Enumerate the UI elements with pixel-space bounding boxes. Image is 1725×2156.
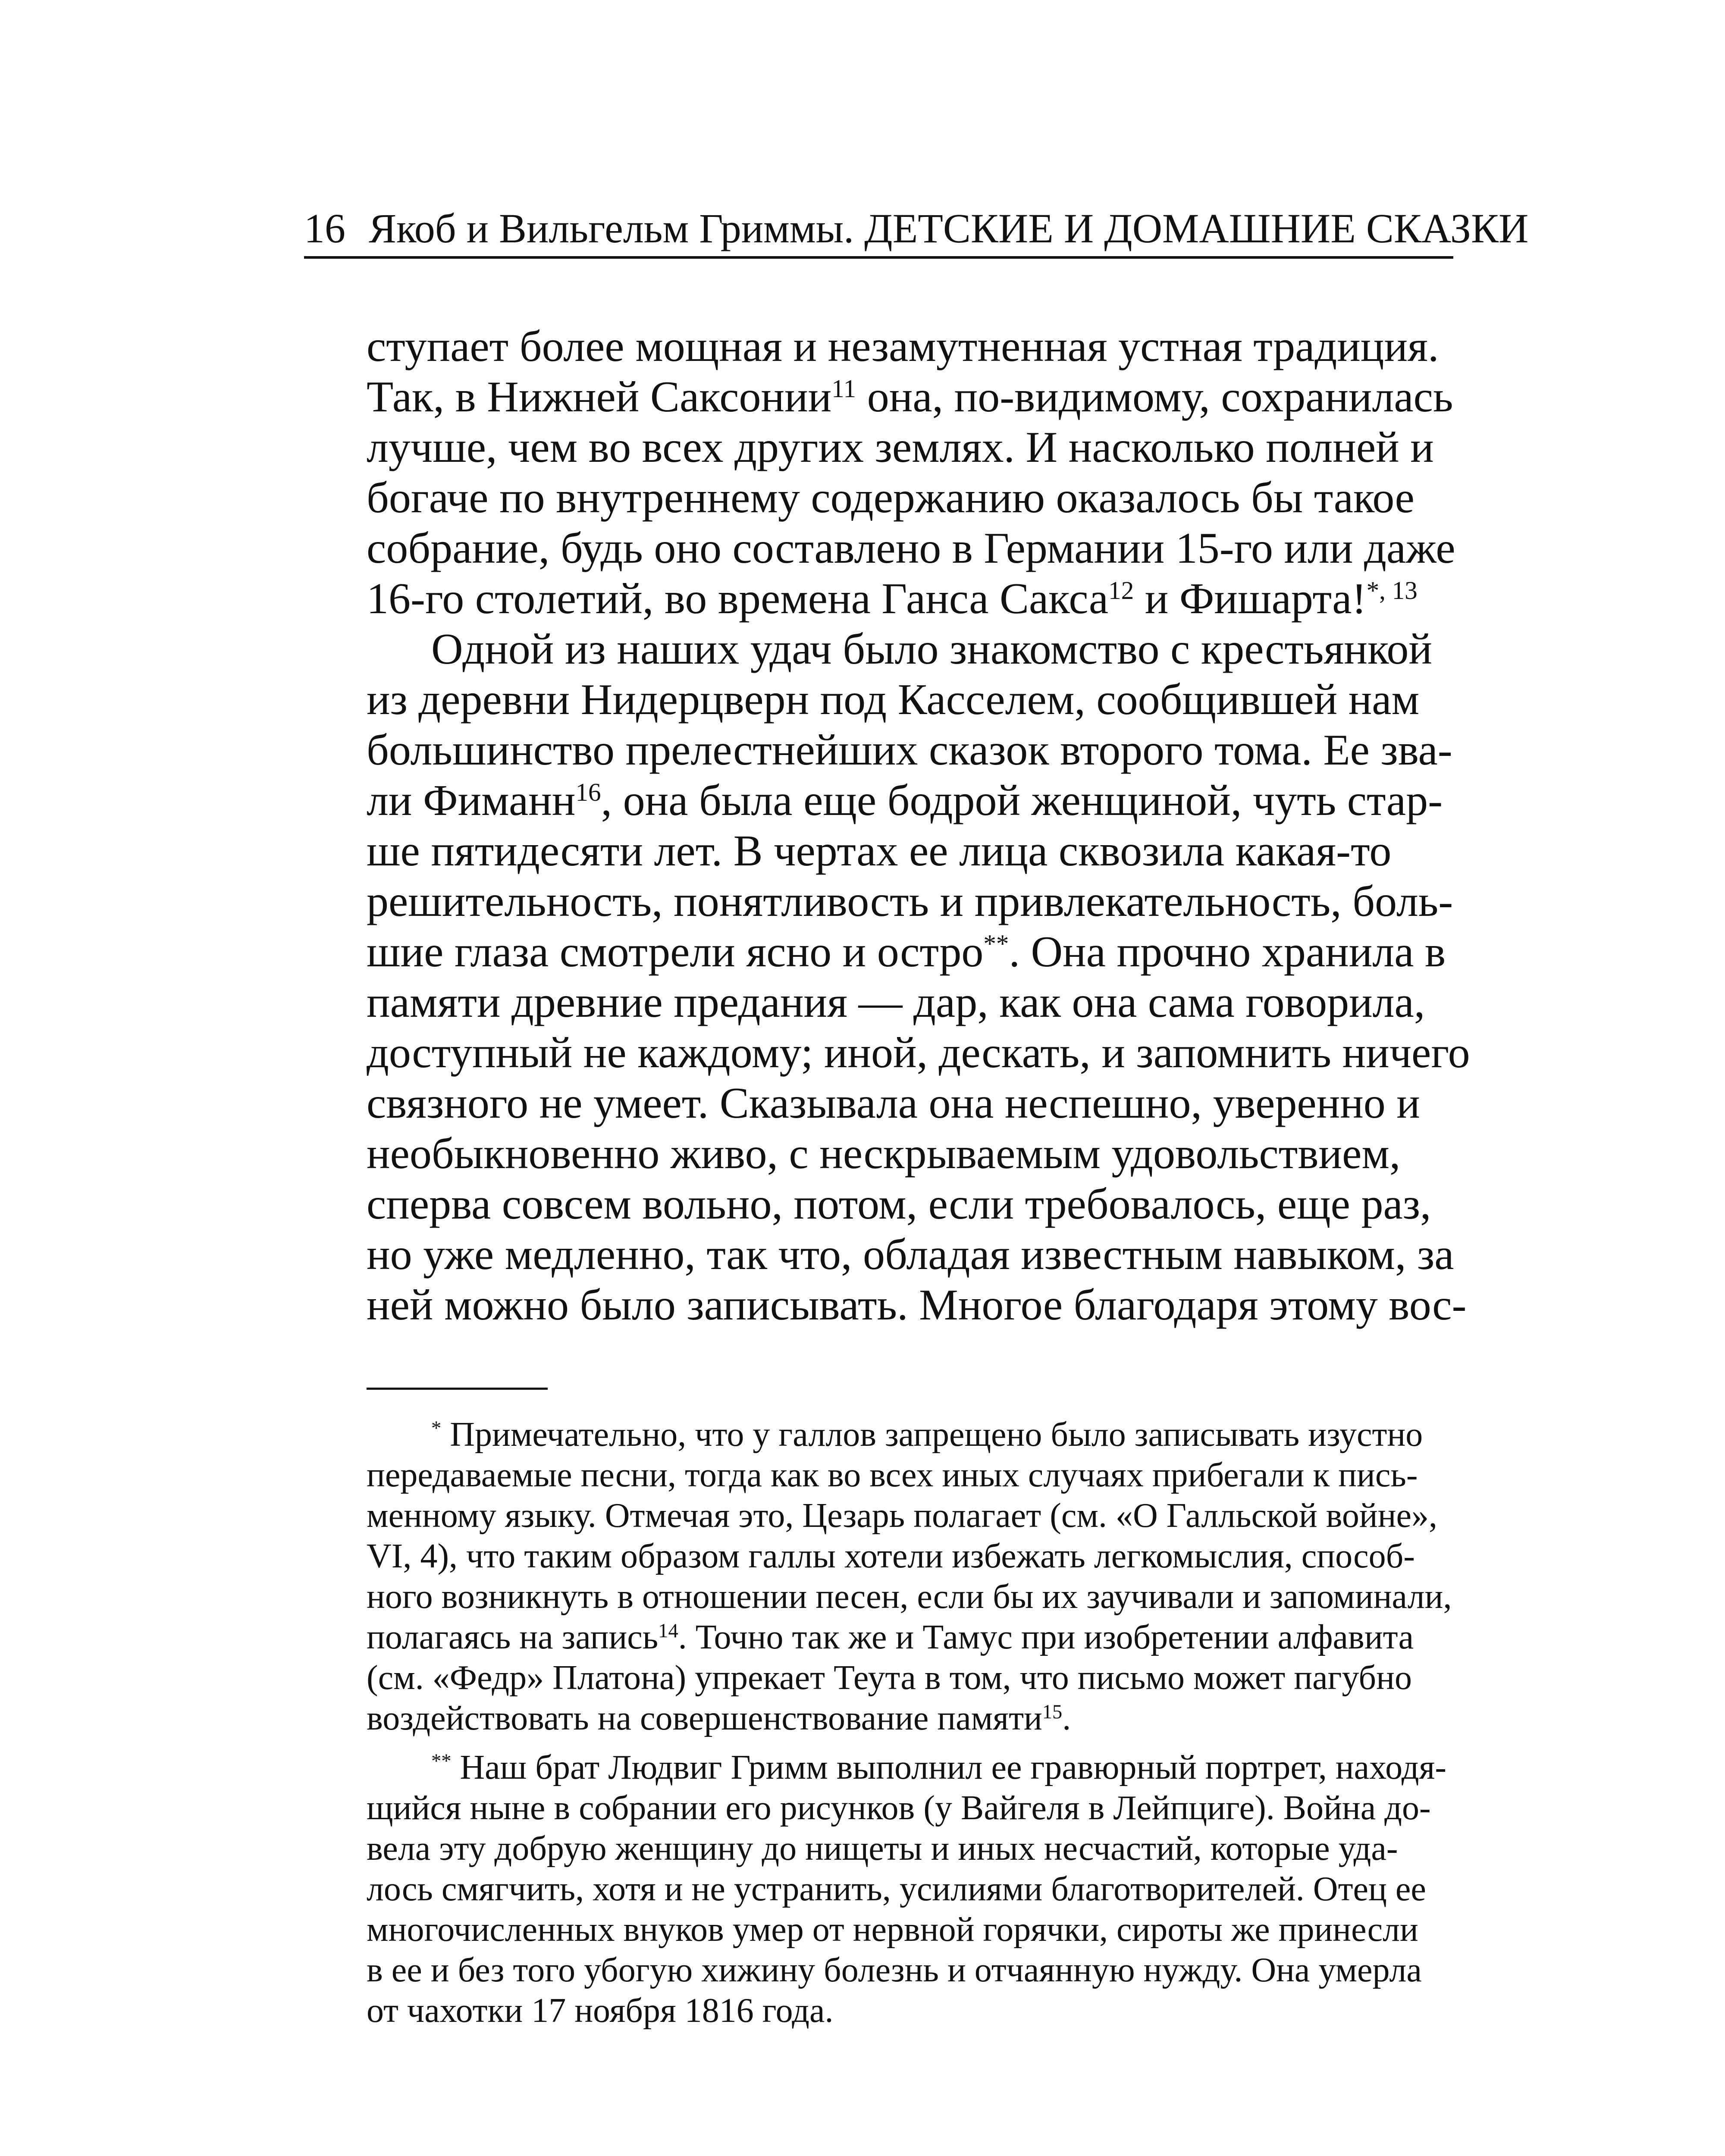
footnote-line: лось смягчить, хотя и не устранить, усилиями благотворителей. Отец ее [367, 1870, 1426, 1908]
footnote-separator [367, 1388, 548, 1390]
footnote-ref: ** [983, 929, 1009, 958]
footnotes [367, 1414, 1452, 2031]
footnote-line: воздействовать на совершенствование памяти$^{15}$. [367, 1699, 1071, 1737]
footnote-line: ного возникнуть в отношении песен, если бы их заучивали и запоминали, [367, 1578, 1452, 1616]
text-line: Так, в Нижней Саксонии$^{11}$ она, по-видимому, сохранилась [367, 373, 1453, 421]
text-line: лучше, чем во всех других землях. И насколько полней и [367, 423, 1434, 472]
text-line: памяти древние предания — дар, как она сама говорила, [367, 978, 1425, 1027]
footnote-line: вела эту добрую женщину до нищеты и иных несчастий, которые уда- [367, 1830, 1398, 1868]
footnote-line: ** Наш брат Людвиг Гримм выполнил ее гравюрный портрет, находя- [431, 1749, 1446, 1786]
header-rule [304, 256, 1453, 259]
footnote-ref: *, 13 [1366, 576, 1418, 605]
footnote-line: (см. «Федр» Платона) упрекает Теута в том, что письмо может пагубно [367, 1659, 1412, 1697]
text-line: 16-го столетий, во времена Ганса Сакса$^{12}$ и Фишарта!$^{*, 13}$ [367, 574, 1418, 623]
text-line: Одной из наших удач было знакомство с крестьянкой [431, 625, 1432, 674]
footnote-line: VI, 4), что таким образом галлы хотели избежать легкомыслия, способ- [367, 1537, 1415, 1575]
text-line: ли Фиманн$^{16}$, она была еще бодрой женщиной, чуть стар- [367, 776, 1443, 825]
footnote-ref: 16 [575, 778, 601, 807]
footnote-ref: 14 [658, 1620, 678, 1642]
text-line: шие глаза смотрели ясно и остро**. Она прочно хранила в [367, 928, 1446, 976]
text-line: сперва совсем вольно, потом, если требовалось, еще раз, [367, 1180, 1431, 1228]
footnote-line: щийся ныне в собрании его рисунков (у Вайгеля в Лейпциге). Война до- [367, 1789, 1431, 1827]
text-line: из деревни Нидерцверн под Касселем, сообщившей нам [367, 675, 1420, 724]
text-line: ше пятидесяти лет. В чертах ее лица сквозила какая-то [367, 827, 1392, 875]
text-line: но уже медленно, так что, обладая известным навыком, за [367, 1230, 1454, 1279]
text-line: ней можно было записывать. Многое благодаря этому вос- [367, 1281, 1467, 1329]
footnote-marker: * [431, 1417, 442, 1440]
text-line: необыкновенно живо, с нескрываемым удовольствием, [367, 1129, 1401, 1178]
text-line: решительность, понятливость и привлекательность, боль- [367, 877, 1453, 926]
footnote-line: от чахотки 17 ноября 1816 года. [367, 1992, 834, 2030]
page-number: 16 [304, 205, 345, 251]
text-line: большинство прелестнейших сказок второго тома. Ее зва- [367, 726, 1452, 774]
text-line: доступный не каждому; иной, дескать, и запомнить ничего [367, 1028, 1470, 1077]
footnote-ref: 15 [1042, 1701, 1063, 1724]
text-line: собрание, будь оно составлено в Германии 15-го или даже [367, 524, 1455, 573]
footnote-marker: ** [431, 1750, 452, 1773]
main-text [367, 321, 1470, 1330]
footnote-line: в ее и без того убогую хижину болезнь и отчаянную нужду. Она умерла [367, 1951, 1422, 1989]
footnote-line: передаваемые песни, тогда как во всех иных случаях прибегали к пись- [367, 1456, 1418, 1494]
footnote-line: менному языку. Отмечая это, Цезарь полагает (см. «О Галльской войне», [367, 1497, 1438, 1535]
footnote-line: полагаясь на запись$^{14}$. Точно так же и Тамус при изобретении алфавита [367, 1618, 1414, 1656]
running-header [304, 196, 1529, 261]
text-line: связного не умеет. Сказывала она неспешно, уверенно и [367, 1079, 1420, 1128]
footnote-gap [367, 1739, 1381, 1747]
footnote-line: * Примечательно, что у галлов запрещено было записывать изустно [431, 1416, 1423, 1454]
footnote-line: многочисленных внуков умер от нервной горячки, сироты же принесли [367, 1911, 1418, 1949]
running-title: Якоб и Вильгельм Гриммы. ДЕТСКИЕ И ДОМАШНИЕ СКАЗКИ [369, 205, 1529, 251]
text-line: богаче по внутреннему содержанию оказалось бы такое [367, 473, 1414, 522]
footnote-ref: 11 [831, 374, 856, 403]
footnote-ref: 12 [1108, 576, 1134, 605]
text-line: ступает более мощная и незамутненная устная традиция. [367, 322, 1439, 371]
